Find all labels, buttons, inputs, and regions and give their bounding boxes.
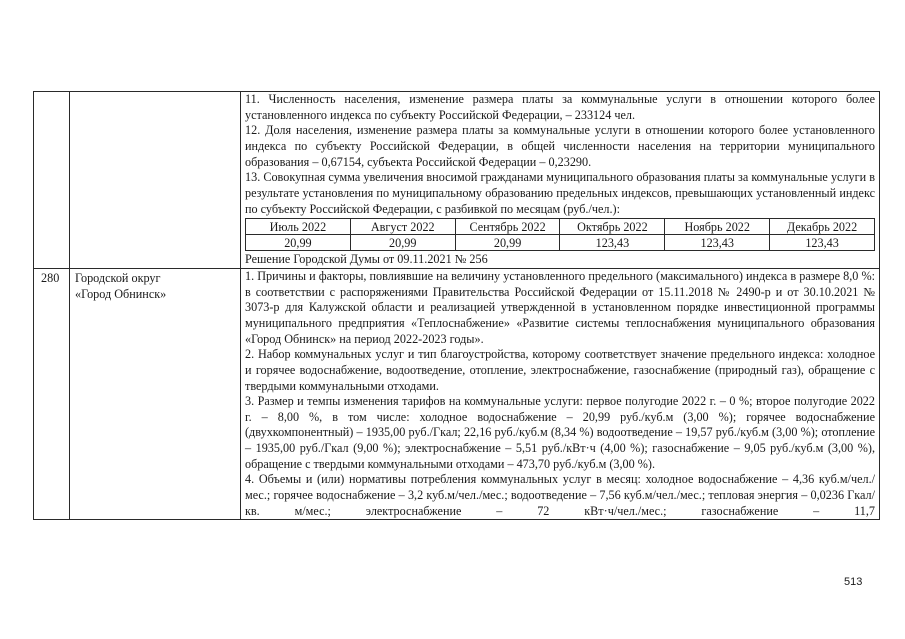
paragraph-4: 4. Объемы и (или) нормативы потребления коммунальных услуг в месяц: холодное водоснабжение – 4,36 куб.м/чел./мес.; горячее водоснабжение – 3,2 куб.м/чел./мес.; водоотведение – 7,56 куб.м/чел./мес.; тепловая энергия – 0,0236 Гкал/кв. м/мес.; электроснабжение – 72 кВт·ч/чел./мес.; газоснабжение – 11,7 <box>245 472 875 518</box>
table-row <box>34 92 880 269</box>
months-value-row <box>246 235 875 251</box>
month-header: Август 2022 <box>350 219 455 235</box>
month-value: 123,43 <box>560 235 665 251</box>
municipality-name-cell <box>70 268 241 520</box>
municipality-name-line: Городской округ <box>75 270 161 285</box>
month-value: 20,99 <box>350 235 455 251</box>
month-value: 20,99 <box>246 235 351 251</box>
row-number-cell <box>34 92 70 269</box>
month-value: 123,43 <box>665 235 770 251</box>
paragraph-13: 13. Совокупная сумма увеличения вносимой гражданами муниципального образования платы за коммунальные услуги в результате установления по муниципальному образованию предельных индексов, превышающих установленный индекс по субъекту Российской Федерации, с разбивкой по месяцам (руб./чел.): <box>245 170 875 216</box>
municipality-name-line: «Город Обнинск» <box>75 286 167 301</box>
monthly-increase-table <box>245 218 875 251</box>
page-number: 513 <box>844 576 863 588</box>
description-cell <box>241 268 880 520</box>
month-value: 123,43 <box>770 235 875 251</box>
paragraph-12: 12. Доля населения, изменение размера платы за коммунальные услуги в отношении которого более установленного индекса по субъекту Российской Федерации, в общей численности населения на территории муниципального образования – 0,67154, субъекта Российской Федерации – 0,23290. <box>245 123 875 169</box>
month-header: Сентябрь 2022 <box>455 219 560 235</box>
table-row <box>34 268 880 520</box>
paragraph-3: 3. Размер и темпы изменения тарифов на коммунальные услуги: первое полугодие 2022 г. – 0 %; второе полугодие 2022 г. – 8,00 %, в том числе: холодное водоснабжение – 20,99 руб./куб.м (3,00 %); горячее водоснабжение (двухкомпонентный) – 1935,00 руб./Гкал; 22,16 руб./куб.м (8,34 %) водоотведение – 19,57 руб./куб.м (3,00 %); отопление – 1935,00 руб./Гкал (9,00 %); электроснабжение – 5,51 руб./кВт·ч (4,00 %); газоснабжение – 9,05 руб./куб.м (3,00 %), обращение с твердыми коммунальными отходами – 473,70 руб./куб.м (3,00 %). <box>245 394 875 471</box>
municipal-index-table <box>33 91 880 520</box>
months-header-row <box>246 219 875 235</box>
month-header: Ноябрь 2022 <box>665 219 770 235</box>
paragraph-11: 11. Численность населения, изменение размера платы за коммунальные услуги в отношении которого более установленного индекса по субъекту Российской Федерации, – 233124 чел. <box>245 92 875 122</box>
municipality-name-cell <box>70 92 241 269</box>
month-value: 20,99 <box>455 235 560 251</box>
description-cell <box>241 92 880 269</box>
row-number-cell: 280 <box>34 268 70 520</box>
month-header: Июль 2022 <box>246 219 351 235</box>
month-header: Октябрь 2022 <box>560 219 665 235</box>
paragraph-2: 2. Набор коммунальных услуг и тип благоустройства, которому соответствует значение предельного индекса: холодное и горячее водоснабжение, водоотведение, отопление, электроснабжение, газоснабжение (природный газ), обращение с твердыми коммунальными отходами. <box>245 347 875 393</box>
paragraph-1: 1. Причины и факторы, повлиявшие на величину установленного предельного (максимального) индекса в размере 8,0 %: в соответствии с распоряжениями Правительства Российской Федерации от 15.11.2018 № 2490-р и от 30.10.2021 № 3073-р для Калужской области и реализацией утвержденной в установленном порядке инвестиционной программы муниципального предприятия «Теплоснабжение» «Развитие системы теплоснабжения муниципального образования «Город Обнинск» на период 2022-2023 годы». <box>245 268 875 346</box>
decision-reference: Решение Городской Думы от 09.11.2021 № 256 <box>245 252 488 267</box>
month-header: Декабрь 2022 <box>770 219 875 235</box>
